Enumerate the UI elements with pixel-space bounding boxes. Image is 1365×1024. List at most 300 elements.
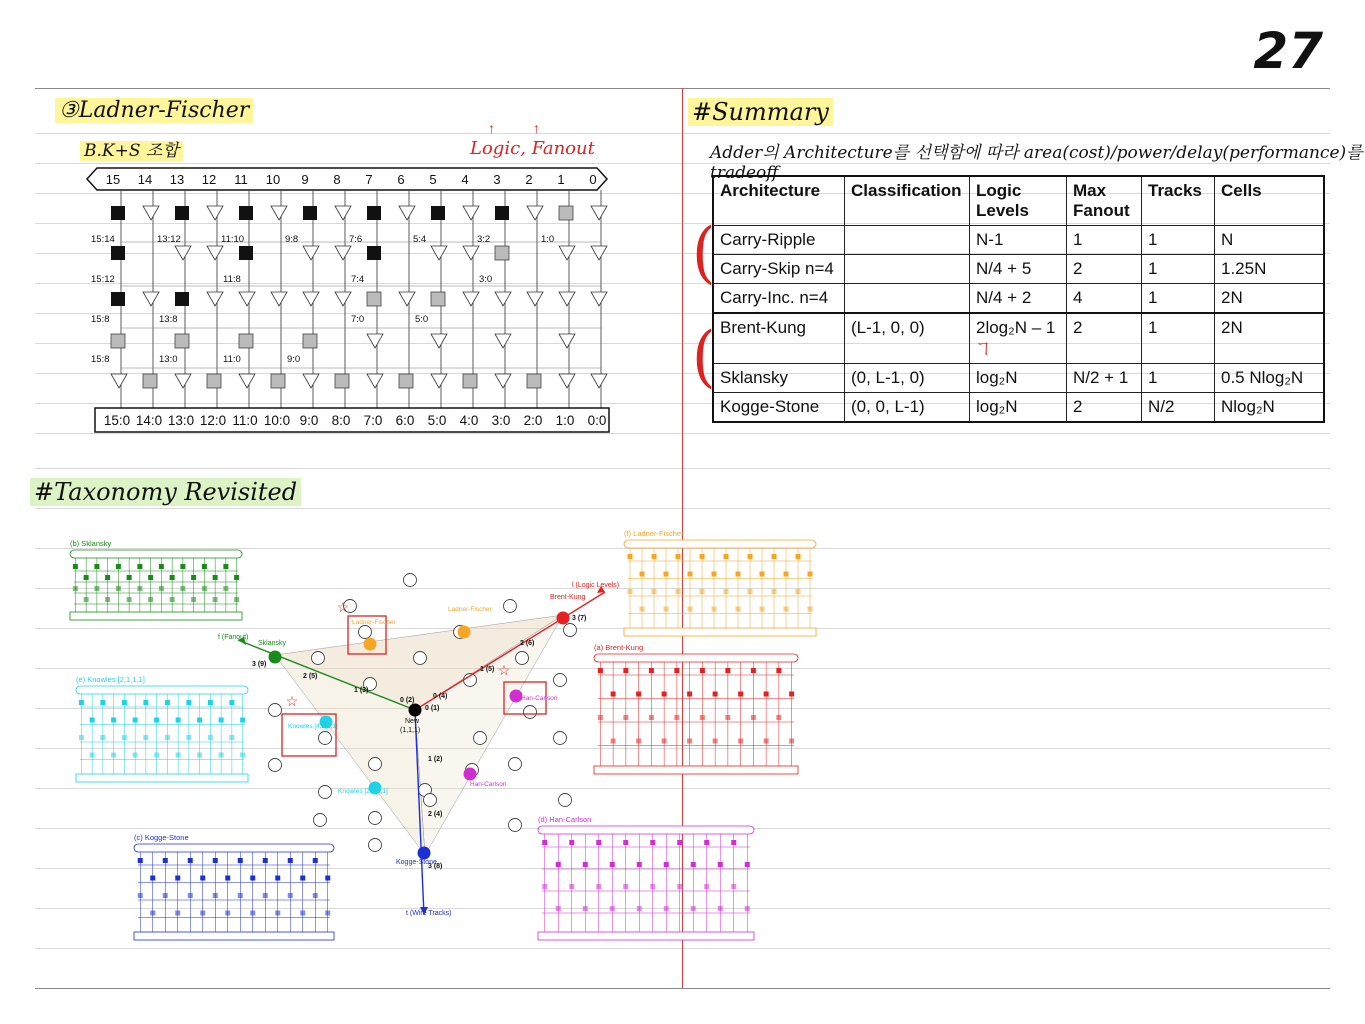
cell-tracks: 1: [1142, 284, 1215, 314]
mini-cell: [165, 700, 170, 705]
mini-cell: [79, 735, 84, 740]
mini-cell: [700, 589, 705, 594]
mini-cell: [313, 858, 318, 863]
new-label: New: [405, 718, 420, 725]
mini-cell: [611, 739, 616, 744]
cell-cls: (L-1, 0, 0): [845, 313, 970, 364]
mini-cell: [556, 862, 561, 867]
buffer: [271, 292, 287, 306]
row4-label: 15:8: [91, 354, 110, 365]
buffer: [335, 206, 351, 220]
row1-label: 3:2: [477, 234, 491, 245]
summary-description: Adder의 Architecture를 선택함에 따라 area(cost)/power/delay(performance)를 tradeoff: [710, 143, 1363, 183]
mini-cell: [596, 884, 601, 889]
black-cell: [239, 246, 253, 260]
output-label: 5:0: [427, 413, 447, 428]
axis-tick: 0 (1): [425, 705, 440, 712]
buffer: [335, 292, 351, 306]
gray-cell: [399, 374, 413, 388]
mini-input-bus: [624, 540, 816, 548]
mini-cell: [674, 715, 679, 720]
mini-cell: [712, 572, 717, 577]
ladner-fischer-mini-diagram-title: (f) Ladner-Fischer: [624, 529, 684, 538]
mini-cell: [650, 840, 655, 845]
mini-cell: [275, 876, 280, 881]
knowles-label: Knowles [2,1,1,1]: [338, 788, 388, 795]
mini-cell: [713, 739, 718, 744]
mini-cell: [90, 753, 95, 758]
mini-cell: [240, 718, 245, 723]
mini-cell: [688, 572, 693, 577]
cell-fanout: 1: [1067, 226, 1142, 255]
mini-output-bus: [70, 612, 242, 620]
mini-cell: [208, 735, 213, 740]
table-header-row: [713, 176, 1324, 226]
axis-tick: 2 (6): [520, 640, 535, 647]
bit-index: 3: [493, 172, 501, 187]
mini-cell: [238, 893, 243, 898]
mini-input-bus: [594, 654, 798, 662]
mini-cell: [664, 862, 669, 867]
mini-cell: [165, 735, 170, 740]
row1-label: 1:0: [541, 234, 555, 245]
mini-cell: [664, 607, 669, 612]
output-label: 1:0: [555, 413, 575, 428]
mini-cell: [150, 876, 155, 881]
mini-cell: [159, 586, 164, 591]
output-label: 10:0: [263, 413, 291, 428]
mini-cell: [731, 840, 736, 845]
mini-cell: [662, 692, 667, 697]
cell-cells: Nlog₂N: [1215, 393, 1325, 423]
cell-fanout: 4: [1067, 284, 1142, 314]
star-icon: ☆: [497, 662, 511, 678]
row1-label: 5:4: [413, 234, 427, 245]
cell-fanout: N/2 + 1: [1067, 364, 1142, 393]
mini-cell: [202, 586, 207, 591]
mini-cell: [219, 753, 224, 758]
star-icon: ☆: [285, 693, 299, 709]
cell-cls: (0, L-1, 0): [845, 364, 970, 393]
mini-cell: [200, 876, 205, 881]
mini-cell: [598, 668, 603, 673]
axis-tick: 2 (4): [428, 811, 443, 818]
mini-cell: [223, 564, 228, 569]
cell-arch: Carry-Inc. n=4: [713, 284, 845, 314]
lattice-node: [369, 758, 382, 771]
cell-tracks: 1: [1142, 364, 1215, 393]
mini-cell: [713, 692, 718, 697]
lattice-node: [474, 732, 487, 745]
cell-cells: 2N: [1215, 313, 1325, 364]
mini-cell: [636, 692, 641, 697]
mini-cell: [687, 739, 692, 744]
lattice-node: [509, 819, 522, 832]
mini-cell: [137, 564, 142, 569]
mini-cell: [596, 840, 601, 845]
axis-tick: 3 (7): [572, 615, 587, 622]
mini-cell: [105, 597, 110, 602]
red-annotation: ヿ: [976, 341, 992, 358]
star-icon: ☆: [336, 599, 350, 615]
mini-cell: [789, 692, 794, 697]
mini-cell: [569, 840, 574, 845]
buffer: [559, 246, 575, 260]
kogge-stone-diagram-title: (c) Kogge-Stone: [134, 833, 189, 842]
buffer: [559, 374, 575, 388]
buffer: [591, 374, 607, 388]
row2-label: 11:8: [223, 274, 241, 285]
axis-tick: 2 (5): [303, 673, 318, 680]
mini-cell: [163, 858, 168, 863]
ladner-fischer-diagram: [85, 164, 615, 436]
output-label: 3:0: [491, 413, 511, 428]
mini-cell: [650, 884, 655, 889]
mini-cell: [718, 862, 723, 867]
new-node: [409, 704, 422, 717]
bottom-rule: [35, 988, 1330, 989]
red-brace-icon: (: [692, 214, 716, 292]
mini-cell: [731, 884, 736, 889]
mini-cell: [105, 575, 110, 580]
axis-tick: 3 (8): [428, 863, 443, 870]
output-label: 4:0: [459, 413, 479, 428]
buffer: [431, 334, 447, 348]
ladner-fischer-mini-diagram: [624, 529, 816, 636]
red-brace-icon: (: [692, 318, 716, 396]
mini-cell: [736, 607, 741, 612]
mini-cell: [188, 858, 193, 863]
mini-cell: [724, 589, 729, 594]
buffer: [463, 246, 479, 260]
buffer: [175, 374, 191, 388]
axis-tick: 1 (2): [428, 756, 443, 763]
mini-output-bus: [624, 628, 816, 636]
mini-cell: [180, 586, 185, 591]
buffer: [591, 292, 607, 306]
kogge-stone-diagram: [134, 833, 334, 940]
cell-fanout: 2: [1067, 313, 1142, 364]
mini-cell: [676, 589, 681, 594]
mini-cell: [100, 735, 105, 740]
sklansky-diagram: [70, 539, 242, 620]
bit-index: 12: [201, 172, 217, 187]
mini-cell: [704, 840, 709, 845]
mini-cell: [610, 906, 615, 911]
ladner-fischer-subtitle-wrap: [80, 136, 183, 161]
buffer: [367, 374, 383, 388]
mini-cell: [760, 607, 765, 612]
mini-cell: [796, 554, 801, 559]
mini-cell: [738, 692, 743, 697]
mini-cell: [127, 575, 132, 580]
mini-cell: [745, 862, 750, 867]
output-label: 11:0: [232, 413, 258, 428]
gray-cell: [431, 292, 445, 306]
axis-tick: 1 (3): [354, 687, 369, 694]
cell-levels: N-1: [970, 226, 1067, 255]
mini-cell: [300, 876, 305, 881]
mini-cell: [137, 586, 142, 591]
mini-cell: [143, 700, 148, 705]
up-arrow-icons: ↑↑: [488, 120, 578, 136]
buffer: [495, 334, 511, 348]
brent-kung-node: [557, 612, 570, 625]
gray-cell: [527, 374, 541, 388]
cell-levels: N/4 + 5: [970, 255, 1067, 284]
black-cell: [111, 206, 125, 220]
cell-fanout: 2: [1067, 393, 1142, 423]
mini-cell: [313, 893, 318, 898]
header-architecture: Architecture: [713, 176, 845, 226]
ladner-fischer-subtitle: B.K+S 조합: [80, 141, 183, 161]
mini-output-bus: [594, 766, 798, 774]
mini-cell: [725, 715, 730, 720]
table-row: [713, 226, 1324, 255]
mini-cell: [288, 893, 293, 898]
kogge-stone-label: Kogge-Stone: [396, 859, 437, 866]
bit-index: 9: [301, 172, 309, 187]
mini-cell: [674, 668, 679, 673]
mini-cell: [250, 911, 255, 916]
buffer: [527, 292, 543, 306]
mini-cell: [662, 739, 667, 744]
output-label: 13:0: [167, 413, 195, 428]
mini-cell: [143, 735, 148, 740]
gray-cell: [207, 374, 221, 388]
black-cell: [367, 206, 381, 220]
cell-cls: [845, 226, 970, 255]
bit-index: 15: [105, 172, 121, 187]
mini-cell: [664, 572, 669, 577]
mini-cell: [219, 718, 224, 723]
mini-cell: [191, 575, 196, 580]
row1-label: 9:8: [285, 234, 299, 245]
logic-axis-label: l (Logic Levels): [572, 582, 620, 589]
buffer: [527, 206, 543, 220]
buffer: [335, 246, 351, 260]
cell-arch: Sklansky: [713, 364, 845, 393]
mini-cell: [623, 884, 628, 889]
bit-index: 6: [397, 172, 405, 187]
page-number: 27: [1253, 22, 1323, 80]
mini-cell: [122, 735, 127, 740]
buffer: [559, 292, 575, 306]
mini-cell: [637, 906, 642, 911]
lattice-node: [554, 674, 567, 687]
output-label: 9:0: [299, 413, 319, 428]
brent-kung-mini-diagram: [594, 643, 798, 774]
output-label: 0:0: [587, 413, 607, 428]
table-row: [713, 393, 1324, 423]
ladner-node: [458, 626, 471, 639]
mini-cell: [122, 700, 127, 705]
lattice-node: [504, 600, 517, 613]
mini-cell: [111, 753, 116, 758]
ladner-fischer-label: Ladner-Fischer: [448, 606, 492, 613]
output-label: 15:0: [103, 413, 131, 428]
black-cell: [175, 206, 189, 220]
bit-index: 0: [589, 172, 597, 187]
mini-cell: [808, 607, 813, 612]
lattice-node: [516, 652, 529, 665]
mini-input-bus: [76, 686, 248, 694]
mini-cell: [73, 564, 78, 569]
buffer: [591, 246, 607, 260]
buffer: [271, 206, 287, 220]
mini-cell: [611, 692, 616, 697]
new-coord-label: (1,1,1): [400, 727, 421, 734]
mini-cell: [764, 692, 769, 697]
sklansky-label: Sklansky: [258, 640, 287, 647]
mini-cell: [300, 911, 305, 916]
mini-cell: [652, 589, 657, 594]
mini-cell: [691, 906, 696, 911]
cell-arch: Brent-Kung: [713, 313, 845, 364]
gray-cell: [495, 246, 509, 260]
row4-label: 13:0: [159, 354, 178, 365]
mini-cell: [263, 858, 268, 863]
summary-title: #Summary: [688, 98, 833, 126]
mini-cell: [180, 564, 185, 569]
cell-cls: [845, 255, 970, 284]
mini-cell: [191, 597, 196, 602]
row2-label: 7:4: [351, 274, 365, 285]
buffer: [111, 374, 127, 388]
buffer: [591, 206, 607, 220]
mini-cell: [760, 572, 765, 577]
cell-cls: [845, 284, 970, 314]
cell-tracks: N/2: [1142, 393, 1215, 423]
buffer: [431, 246, 447, 260]
buffer: [367, 334, 383, 348]
bit-index: 2: [525, 172, 533, 187]
ladner-fischer-node: [364, 638, 377, 651]
mini-cell: [677, 840, 682, 845]
table-row: [713, 313, 1324, 364]
mini-input-bus: [134, 844, 334, 852]
mini-cell: [250, 876, 255, 881]
mini-cell: [225, 911, 230, 916]
mini-cell: [154, 753, 159, 758]
cell-arch: Carry-Skip n=4: [713, 255, 845, 284]
taxonomy-title: #Taxonomy Revisited: [30, 478, 301, 506]
mini-cell: [623, 840, 628, 845]
buffer: [303, 374, 319, 388]
lattice-node: [524, 706, 537, 719]
cell-levels-text: 2log₂N – 1: [976, 318, 1056, 337]
mini-cell: [598, 715, 603, 720]
mini-cell: [116, 564, 121, 569]
mini-cell: [652, 554, 657, 559]
output-label: 7:0: [363, 413, 383, 428]
knowles-label: Knowles [4,2,1,1]: [288, 723, 338, 730]
mini-cell: [623, 715, 628, 720]
cell-levels: N/4 + 2: [970, 284, 1067, 314]
row3-label: 15:8: [91, 314, 110, 325]
brent-kung-mini-diagram-title: (a) Brent-Kung: [594, 643, 644, 652]
mini-cell: [208, 700, 213, 705]
cell-tracks: 1: [1142, 226, 1215, 255]
mini-cell: [712, 607, 717, 612]
row4-label: 9:0: [287, 354, 301, 365]
mini-cell: [748, 554, 753, 559]
cell-tracks: 1: [1142, 313, 1215, 364]
mini-cell: [223, 586, 228, 591]
mini-cell: [197, 753, 202, 758]
mini-cell: [764, 739, 769, 744]
table-row: [713, 255, 1324, 284]
mini-cell: [784, 607, 789, 612]
cell-levels: log₂N: [970, 393, 1067, 423]
lattice-node: [269, 759, 282, 772]
mini-cell: [637, 862, 642, 867]
mini-cell: [700, 668, 705, 673]
ladner-fischer-heading: [55, 98, 253, 123]
buffer: [463, 292, 479, 306]
mini-cell: [170, 597, 175, 602]
buffer: [207, 292, 223, 306]
buffer: [495, 292, 511, 306]
mini-cell: [649, 668, 654, 673]
black-cell: [175, 292, 189, 306]
mini-cell: [154, 718, 159, 723]
mini-cell: [148, 575, 153, 580]
mini-cell: [776, 668, 781, 673]
mini-cell: [90, 718, 95, 723]
mini-cell: [234, 597, 239, 602]
bit-index: 5: [429, 172, 437, 187]
lattice-node: [319, 786, 332, 799]
output-label: 12:0: [199, 413, 227, 428]
buffer: [495, 374, 511, 388]
gray-cell: [559, 206, 573, 220]
mini-cell: [138, 893, 143, 898]
mini-cell: [186, 700, 191, 705]
buffer: [399, 206, 415, 220]
mini-cell: [688, 607, 693, 612]
buffer: [175, 246, 191, 260]
mini-cell: [79, 700, 84, 705]
black-cell: [367, 246, 381, 260]
mini-cell: [556, 906, 561, 911]
gray-cell: [303, 334, 317, 348]
mini-cell: [197, 718, 202, 723]
lattice-node: [319, 732, 332, 745]
bit-index: 4: [461, 172, 469, 187]
sklansky-diagram-title: (b) Sklansky: [70, 539, 112, 548]
buffer: [431, 374, 447, 388]
mini-cell: [150, 911, 155, 916]
cell-tracks: 1: [1142, 255, 1215, 284]
mini-cell: [229, 700, 234, 705]
bit-index: 14: [137, 172, 153, 187]
header-max-fanout: Max Fanout: [1067, 176, 1142, 226]
header-cells: Cells: [1215, 176, 1325, 226]
bit-index: 13: [169, 172, 185, 187]
lattice-node: [359, 626, 372, 639]
lattice-node: [312, 652, 325, 665]
mini-cell: [628, 589, 633, 594]
mini-cell: [789, 739, 794, 744]
cell-levels: [970, 313, 1067, 364]
mini-input-bus: [538, 826, 754, 834]
mini-cell: [704, 884, 709, 889]
cell-cells: 1.25N: [1215, 255, 1325, 284]
knowles-diagram-title: (e) Knowles [2,1,1,1]: [76, 675, 145, 684]
mini-cell: [542, 840, 547, 845]
mini-cell: [188, 893, 193, 898]
